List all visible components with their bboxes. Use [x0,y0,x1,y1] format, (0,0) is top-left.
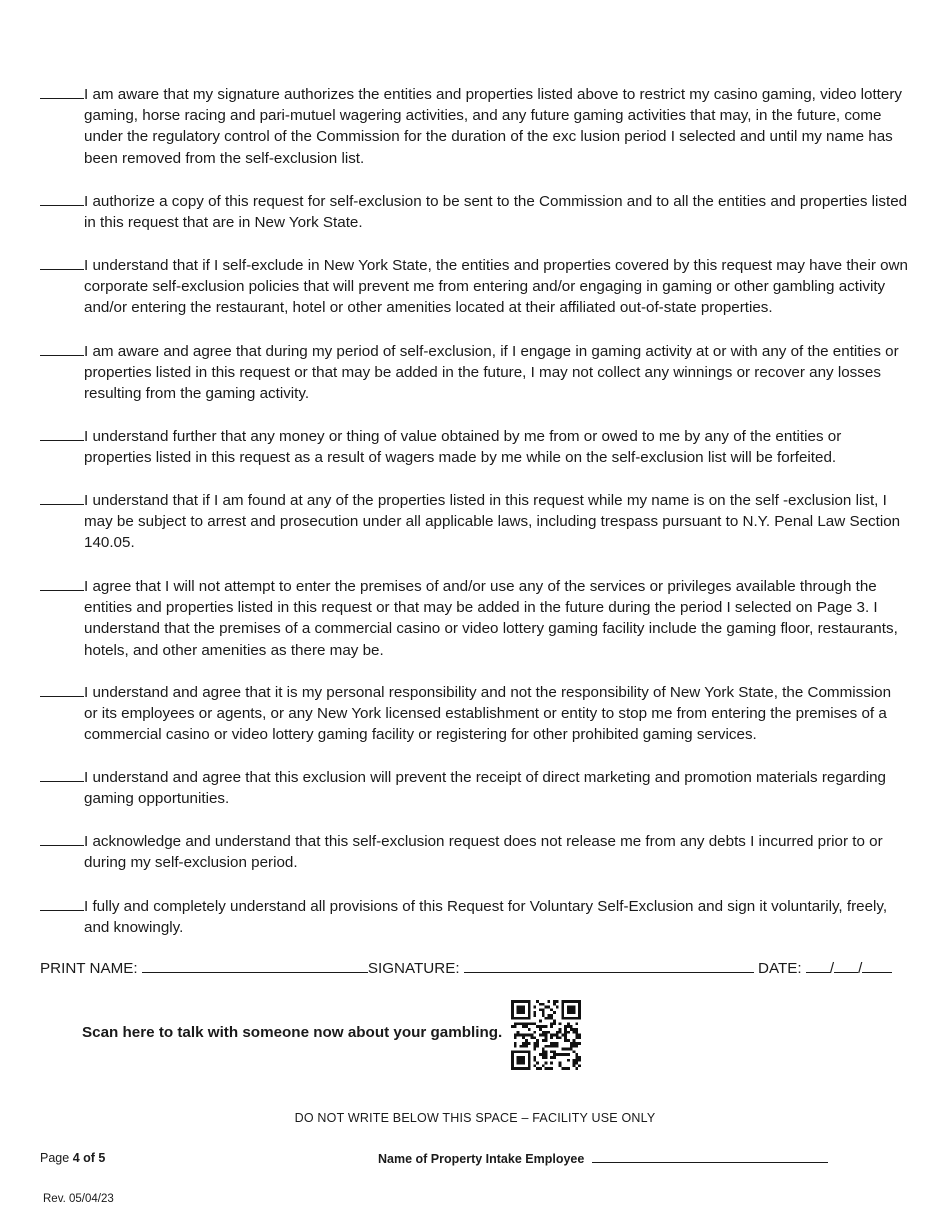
qr-caption: Scan here to talk with someone now about your gambling. [82,1024,503,1041]
initials-blank-10[interactable] [40,831,84,846]
initials-blank-3[interactable] [40,255,84,270]
clause-2 [40,191,908,233]
clause-text-6: I understand that if I am found at any of the properties listed in this request while my name is on the self -exclusion list, I may be subject to arrest and prosecution under all applicable laws, including trespass pursuant to N.Y. Penal Law Section 140.05. [84,492,901,552]
initials-blank-4[interactable] [40,341,84,356]
clause-3 [40,255,908,319]
page-value: 4 of 5 [72,1151,106,1165]
date-separator-1: / [829,960,835,977]
signature-label: SIGNATURE: [367,960,460,977]
clause-9 [40,767,908,809]
qr-code-icon[interactable] [511,1000,581,1070]
clause-text-4: I am aware and agree that during my period of self-exclusion, if I engage in gaming activity at or with any of the entities or properties listed in this request or that may be added in the future, I may not collect any winnings or recover any losses resulting from the gaming activity. [84,343,899,403]
clause-text-1: I am aware that my signature authorizes the entities and properties listed above to restrict my casino gaming, video lottery gaming, horse racing and pari-mutuel wagering activities, and any future gaming activities that may, in the future, come under the regulatory control of the Commission for the duration of the exc lusion period I selected and until my name has been removed from the self-exclusion list. [84,86,902,167]
clause-10 [40,831,908,873]
revision-date: Rev. 05/04/23 [43,1193,114,1205]
clause-4 [40,341,908,405]
signature-field[interactable] [464,958,754,973]
initials-blank-8[interactable] [40,682,84,697]
initials-blank-1[interactable] [40,84,84,99]
clause-5 [40,426,908,468]
date-day-field[interactable] [834,958,858,973]
intake-employee-row [378,1151,828,1166]
clause-text-11: I fully and completely understand all provisions of this Request for Voluntary Self-Exclusion and sign it voluntarily, freely, and knowingly. [84,898,888,937]
clause-text-7: I agree that I will not attempt to enter the premises of and/or use any of the services or privileges available through the entities and properties listed in this request or that may be added in the future during the period I selected on Page 3. I understand that the premises of a commercial casino or video lottery gaming facility include the gaming floor, restaurants, hotels, and other amenities as there may be. [84,578,898,659]
initials-blank-2[interactable] [40,191,84,206]
clause-text-5: I understand further that any money or thing of value obtained by me from or owed to me by any of the entities or properties listed in this request as a result of wagers made by me while on the self-exclusion list will be forfeited. [84,428,842,467]
clause-11 [40,896,908,938]
clause-text-3: I understand that if I self-exclude in New York State, the entities and properties covered by this request may have their own corporate self-exclusion policies that will prevent me from entering and/or engaging in gaming or other gambling activity and/or entering the restaurant, hotel or other amenities located at their affiliated out-of-state properties. [84,257,908,317]
initials-blank-9[interactable] [40,767,84,782]
date-label: DATE: [758,960,802,977]
clause-6 [40,490,908,554]
clause-text-2: I authorize a copy of this request for self-exclusion to be sent to the Commission and to all the entities and properties listed in this request that are in New York State. [84,193,908,232]
date-year-field[interactable] [862,958,892,973]
clause-text-10: I acknowledge and understand that this self-exclusion request does not release me from any debts I incurred prior to or during my self-exclusion period. [84,833,883,872]
initials-blank-5[interactable] [40,426,84,441]
clause-text-9: I understand and agree that this exclusion will prevent the receipt of direct marketing and promotion materials regarding gaming opportunities. [84,769,887,808]
intake-employee-label: Name of Property Intake Employee [378,1152,585,1166]
initials-blank-11[interactable] [40,896,84,911]
signature-row [40,958,920,979]
page-number [40,1151,105,1165]
facility-use-note: DO NOT WRITE BELOW THIS SPACE – FACILITY USE ONLY [294,1111,656,1125]
date-separator-2: / [858,960,863,977]
initials-blank-6[interactable] [40,490,84,505]
print-name-field[interactable] [142,958,368,973]
clause-text-8: I understand and agree that it is my personal responsibility and not the responsibility of New York State, the Commission or its employees or agents, or any New York licensed establishment or entity to stop me from entering the premises of a commercial casino or video lottery gaming facility or registering for other prohibited gaming services. [84,684,892,744]
date-month-field[interactable] [806,958,830,973]
intake-employee-field[interactable] [592,1151,828,1163]
page-prefix: Page [40,1151,70,1165]
clause-1 [40,84,908,169]
clause-8 [40,682,908,746]
initials-blank-7[interactable] [40,576,84,591]
clause-7 [40,576,908,661]
print-name-label: PRINT NAME: [40,960,138,977]
